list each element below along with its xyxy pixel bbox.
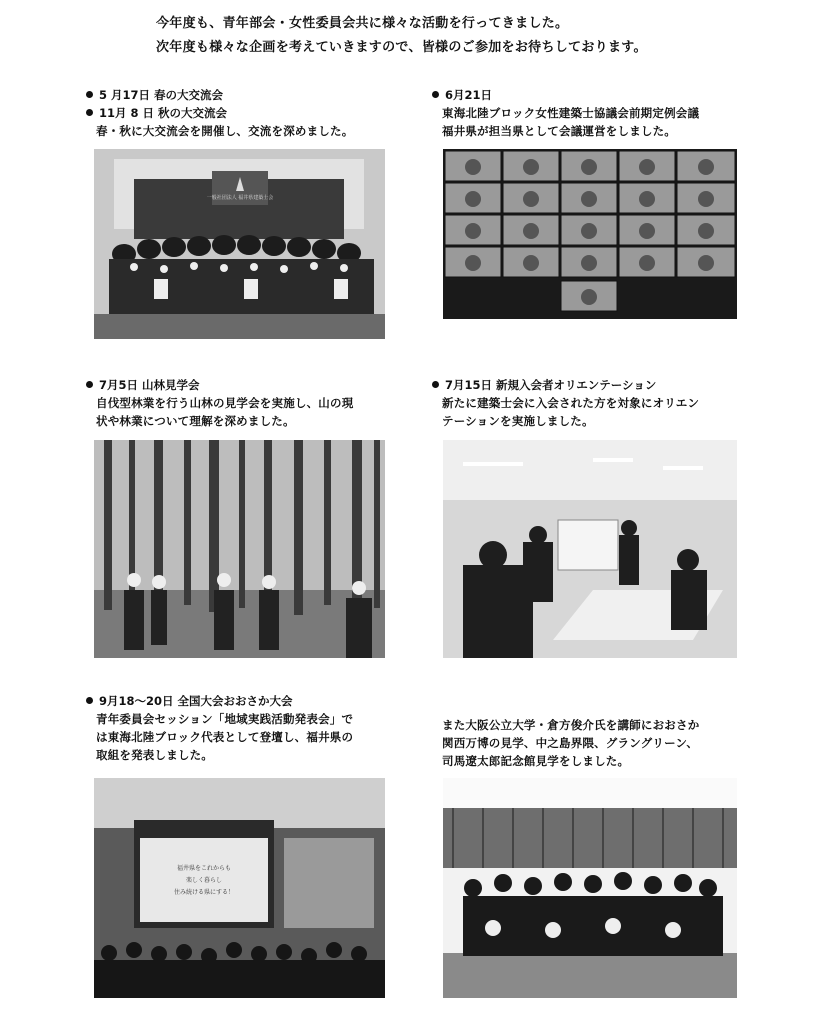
svg-text:楽しく暮らし: 楽しく暮らし — [185, 877, 223, 884]
intro-line-2: 次年度も様々な企画を考えていきますので、皆様のご参加をお待ちしております。 — [156, 40, 647, 55]
svg-text:福井県をこれからも: 福井県をこれからも — [176, 865, 232, 872]
photo-online-meeting — [443, 149, 737, 319]
bullet-icon — [86, 109, 93, 116]
svg-text:一般社団法人 福井県建築士会: 一般社団法人 福井県建築士会 — [206, 195, 274, 201]
bullet-icon — [86, 91, 93, 98]
section-body: 自伐型林業を行う山林の見学会を実施し、山の現 状や林業について理解を深めました。 — [96, 396, 354, 428]
photo-group-exchange — [94, 149, 385, 339]
section-womens-council — [432, 86, 772, 140]
section-heading: 11月 8 日 秋の大交流会 — [86, 104, 406, 122]
section-exchange-meeting — [86, 86, 406, 140]
section-expo-tour — [432, 716, 772, 770]
bullet-icon — [432, 381, 439, 388]
bullet-icon — [86, 697, 93, 704]
section-forest-tour — [86, 376, 406, 430]
section-body: 青年委員会セッション「地域実践活動発表会」で は東海北陸ブロック代表として登壇し、福井県の 取組を発表しました。 — [96, 712, 354, 762]
photo-expo-group — [443, 778, 737, 998]
bullet-icon — [86, 381, 93, 388]
intro-text — [156, 12, 796, 60]
intro-line-1: 今年度も、青年部会・女性委員会共に様々な活動を行ってきました。 — [156, 16, 569, 31]
section-heading: 7月5日 山林見学会 — [86, 376, 406, 394]
photo-convention-hall — [94, 778, 385, 998]
section-heading: 7月15日 新規入会者オリエンテーション — [432, 376, 772, 394]
section-body: また大阪公立大学・倉方俊介氏を講師におおさか 関西万博の見学、中之島界隈、グラングリーン、 司馬遼太郎記念館見学をしました。 — [442, 718, 700, 768]
svg-text:住み続ける県にする！: 住み続ける県にする！ — [173, 889, 235, 896]
section-heading: 6月21日 — [432, 86, 772, 104]
section-orientation — [432, 376, 772, 430]
photo-forest — [94, 440, 385, 658]
photo-orientation — [443, 440, 737, 658]
section-body: 春・秋に大交流会を開催し、交流を深めました。 — [96, 124, 354, 138]
section-body: 新たに建築士会に入会された方を対象にオリエン テーションを実施しました。 — [442, 396, 700, 428]
section-heading: 9月18～20日 全国大会おおさか大会 — [86, 692, 406, 710]
section-heading: 5 月17日 春の大交流会 — [86, 86, 406, 104]
section-body: 東海北陸ブロック女性建築士協議会前期定例会議 福井県が担当県として会議運営をしました。 — [442, 106, 700, 138]
section-national-convention — [86, 692, 406, 764]
bullet-icon — [432, 91, 439, 98]
